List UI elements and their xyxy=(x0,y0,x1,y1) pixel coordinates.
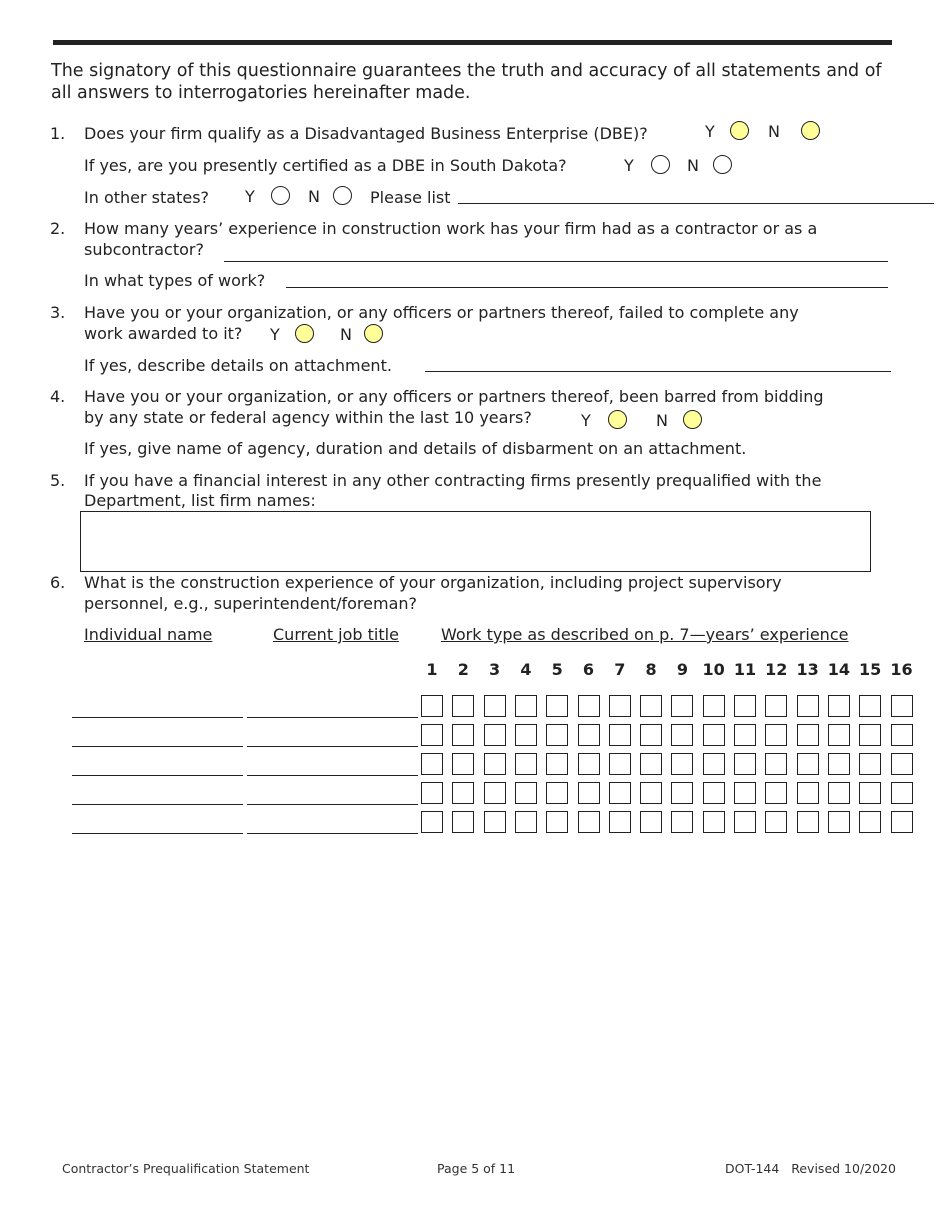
column-header-15: 15 xyxy=(859,660,882,679)
footer-page-number: Page 5 of 11 xyxy=(437,1161,516,1176)
experience-cell-r1-c8[interactable] xyxy=(640,695,662,717)
q4-yes-label: Y xyxy=(581,411,591,430)
q1-sub1-no-radio[interactable] xyxy=(713,155,732,174)
q6-number: 6. xyxy=(50,573,66,592)
individual-name-field-5[interactable] xyxy=(72,833,243,834)
q3-no-radio[interactable] xyxy=(364,324,383,343)
column-header-14: 14 xyxy=(827,660,851,679)
q1-text: Does your firm qualify as a Disadvantaged Business Enterprise (DBE)? xyxy=(84,124,648,143)
experience-cell-r5-c2[interactable] xyxy=(452,811,474,833)
experience-cell-r5-c11[interactable] xyxy=(734,811,756,833)
column-header-10: 10 xyxy=(702,660,725,679)
experience-cell-r2-c9[interactable] xyxy=(671,724,693,746)
experience-cell-r5-c16[interactable] xyxy=(891,811,913,833)
experience-cell-r3-c3[interactable] xyxy=(484,753,506,775)
individual-name-field-3[interactable] xyxy=(72,775,243,776)
experience-cell-r2-c13[interactable] xyxy=(797,724,819,746)
firm-names-textbox[interactable] xyxy=(80,511,871,572)
experience-cell-r4-c12[interactable] xyxy=(765,782,787,804)
experience-cell-r2-c6[interactable] xyxy=(578,724,600,746)
experience-cell-r4-c14[interactable] xyxy=(828,782,850,804)
experience-cell-r5-c10[interactable] xyxy=(703,811,725,833)
experience-cell-r1-c11[interactable] xyxy=(734,695,756,717)
experience-cell-r1-c4[interactable] xyxy=(515,695,537,717)
experience-cell-r5-c5[interactable] xyxy=(546,811,568,833)
years-experience-field[interactable] xyxy=(224,261,888,262)
experience-cell-r4-c13[interactable] xyxy=(797,782,819,804)
q3-details-field[interactable] xyxy=(425,371,891,372)
column-header-16: 16 xyxy=(890,660,913,679)
q1-sub2-no-radio[interactable] xyxy=(333,186,352,205)
please-list-field[interactable] xyxy=(458,203,934,204)
q4-yes-radio[interactable] xyxy=(608,410,627,429)
experience-cell-r3-c13[interactable] xyxy=(797,753,819,775)
q1-yes-label: Y xyxy=(705,122,715,141)
q2-text-line1: How many years’ experience in construction work has your firm had as a contractor or as a xyxy=(84,219,818,238)
experience-cell-r4-c7[interactable] xyxy=(609,782,631,804)
q1-sub1-text: If yes, are you presently certified as a DBE in South Dakota? xyxy=(84,156,567,175)
please-list-label: Please list xyxy=(370,188,451,207)
experience-cell-r5-c8[interactable] xyxy=(640,811,662,833)
column-header-8: 8 xyxy=(645,660,657,679)
q1-sub2-no-label: N xyxy=(308,187,320,206)
individual-name-field-4[interactable] xyxy=(72,804,243,805)
column-header-9: 9 xyxy=(676,660,688,679)
column-header-2: 2 xyxy=(457,660,469,679)
q2-text-line2: subcontractor? xyxy=(84,240,204,259)
q3-number: 3. xyxy=(50,303,66,322)
experience-cell-r3-c6[interactable] xyxy=(578,753,600,775)
individual-name-header: Individual name xyxy=(84,625,213,644)
experience-cell-r1-c1[interactable] xyxy=(421,695,443,717)
experience-cell-r1-c12[interactable] xyxy=(765,695,787,717)
experience-cell-r2-c3[interactable] xyxy=(484,724,506,746)
q5-text-line1: If you have a financial interest in any other contracting firms presently prequalified with the xyxy=(84,471,822,490)
q3-sub-text: If yes, describe details on attachment. xyxy=(84,356,392,375)
footer-title: Contractor’s Prequalification Statement xyxy=(62,1161,310,1176)
q5-text-line2: Department, list firm names: xyxy=(84,491,316,510)
job-title-field-5[interactable] xyxy=(247,833,418,834)
column-header-1: 1 xyxy=(426,660,438,679)
types-of-work-field[interactable] xyxy=(286,287,888,288)
q4-no-label: N xyxy=(656,411,668,430)
experience-cell-r3-c14[interactable] xyxy=(828,753,850,775)
q4-text-line2: by any state or federal agency within the last 10 years? xyxy=(84,408,532,427)
column-header-13: 13 xyxy=(796,660,819,679)
experience-cell-r3-c4[interactable] xyxy=(515,753,537,775)
q1-no-radio[interactable] xyxy=(801,121,820,140)
experience-cell-r1-c13[interactable] xyxy=(797,695,819,717)
experience-cell-r2-c5[interactable] xyxy=(546,724,568,746)
q4-sub-text: If yes, give name of agency, duration and details of disbarment on an attachment. xyxy=(84,439,747,458)
experience-cell-r1-c5[interactable] xyxy=(546,695,568,717)
experience-cell-r5-c6[interactable] xyxy=(578,811,600,833)
experience-cell-r2-c12[interactable] xyxy=(765,724,787,746)
q3-yes-radio[interactable] xyxy=(295,324,314,343)
column-header-6: 6 xyxy=(582,660,595,679)
footer-form-revision: DOT-144 Revised 10/2020 xyxy=(725,1161,896,1176)
q2-sub-text: In what types of work? xyxy=(84,271,266,290)
experience-cell-r1-c10[interactable] xyxy=(703,695,725,717)
column-header-5: 5 xyxy=(551,660,563,679)
experience-cell-r2-c16[interactable] xyxy=(891,724,913,746)
individual-name-field-2[interactable] xyxy=(72,746,243,747)
experience-cell-r2-c8[interactable] xyxy=(640,724,662,746)
q1-sub1-yes-radio[interactable] xyxy=(651,155,670,174)
job-title-header: Current job title xyxy=(273,625,399,644)
experience-cell-r3-c7[interactable] xyxy=(609,753,631,775)
intro-statement: The signatory of this questionnaire guarantees the truth and accuracy of all statements and of all answers to interrogatories hereinafter made. xyxy=(51,61,882,103)
experience-cell-r1-c2[interactable] xyxy=(452,695,474,717)
q3-text-line2: work awarded to it? xyxy=(84,324,243,343)
experience-cell-r2-c4[interactable] xyxy=(515,724,537,746)
experience-cell-r4-c4[interactable] xyxy=(515,782,537,804)
experience-cell-r5-c9[interactable] xyxy=(671,811,693,833)
experience-cell-r3-c10[interactable] xyxy=(703,753,725,775)
experience-cell-r4-c10[interactable] xyxy=(703,782,725,804)
individual-name-field-1[interactable] xyxy=(72,717,243,718)
q3-yes-label: Y xyxy=(270,325,280,344)
experience-cell-r2-c15[interactable] xyxy=(859,724,881,746)
q1-yes-radio[interactable] xyxy=(730,121,749,140)
experience-cell-r2-c11[interactable] xyxy=(734,724,756,746)
q2-number: 2. xyxy=(50,219,66,238)
top-rule xyxy=(53,40,892,45)
experience-cell-r1-c16[interactable] xyxy=(891,695,913,717)
experience-cell-r4-c3[interactable] xyxy=(484,782,506,804)
experience-cell-r5-c4[interactable] xyxy=(515,811,537,833)
experience-cell-r3-c2[interactable] xyxy=(452,753,474,775)
q3-no-label: N xyxy=(340,325,352,344)
job-title-field-3[interactable] xyxy=(247,775,418,776)
experience-cell-r3-c15[interactable] xyxy=(859,753,881,775)
q1-sub2-yes-label: Y xyxy=(245,187,255,206)
experience-cell-r1-c3[interactable] xyxy=(484,695,506,717)
experience-cell-r3-c8[interactable] xyxy=(640,753,662,775)
work-type-header: Work type as described on p. 7—years’ experience xyxy=(441,625,849,644)
experience-cell-r3-c1[interactable] xyxy=(421,753,443,775)
experience-cell-r2-c14[interactable] xyxy=(828,724,850,746)
experience-cell-r3-c5[interactable] xyxy=(546,753,568,775)
experience-cell-r1-c7[interactable] xyxy=(609,695,631,717)
job-title-field-4[interactable] xyxy=(247,804,418,805)
experience-cell-r5-c13[interactable] xyxy=(797,811,819,833)
q4-number: 4. xyxy=(50,387,66,406)
experience-cell-r5-c3[interactable] xyxy=(484,811,506,833)
q4-text-line1: Have you or your organization, or any officers or partners thereof, been barred from bidding xyxy=(84,387,824,406)
experience-cell-r5-c7[interactable] xyxy=(609,811,631,833)
experience-cell-r4-c8[interactable] xyxy=(640,782,662,804)
experience-cell-r5-c15[interactable] xyxy=(859,811,881,833)
job-title-field-2[interactable] xyxy=(247,746,418,747)
q1-sub2-text: In other states? xyxy=(84,188,210,207)
experience-cell-r2-c1[interactable] xyxy=(421,724,443,746)
experience-cell-r5-c1[interactable] xyxy=(421,811,443,833)
experience-cell-r3-c9[interactable] xyxy=(671,753,693,775)
experience-cell-r4-c1[interactable] xyxy=(421,782,443,804)
q5-number: 5. xyxy=(50,471,66,490)
experience-cell-r4-c6[interactable] xyxy=(578,782,600,804)
column-header-7: 7 xyxy=(614,660,626,679)
experience-cell-r4-c5[interactable] xyxy=(546,782,568,804)
experience-cell-r1-c6[interactable] xyxy=(578,695,600,717)
column-header-12: 12 xyxy=(765,660,788,679)
column-header-4: 4 xyxy=(520,660,532,679)
experience-cell-r1-c14[interactable] xyxy=(828,695,850,717)
experience-cell-r4-c16[interactable] xyxy=(891,782,913,804)
q1-sub1-no-label: N xyxy=(687,156,699,175)
experience-cell-r3-c12[interactable] xyxy=(765,753,787,775)
column-header-11: 11 xyxy=(733,660,757,679)
job-title-field-1[interactable] xyxy=(247,717,418,718)
q1-no-label: N xyxy=(768,122,780,141)
q1-sub1-yes-label: Y xyxy=(624,156,634,175)
experience-cell-r1-c9[interactable] xyxy=(671,695,693,717)
experience-cell-r2-c10[interactable] xyxy=(703,724,725,746)
experience-cell-r1-c15[interactable] xyxy=(859,695,881,717)
q1-sub2-yes-radio[interactable] xyxy=(271,186,290,205)
experience-cell-r4-c15[interactable] xyxy=(859,782,881,804)
q4-no-radio[interactable] xyxy=(683,410,702,429)
column-header-3: 3 xyxy=(489,660,501,679)
experience-cell-r3-c11[interactable] xyxy=(734,753,756,775)
experience-cell-r2-c2[interactable] xyxy=(452,724,474,746)
experience-cell-r2-c7[interactable] xyxy=(609,724,631,746)
q3-text-line1: Have you or your organization, or any officers or partners thereof, failed to complete any xyxy=(84,303,799,322)
q1-number: 1. xyxy=(50,124,66,143)
experience-cell-r4-c9[interactable] xyxy=(671,782,693,804)
experience-cell-r3-c16[interactable] xyxy=(891,753,913,775)
experience-cell-r5-c14[interactable] xyxy=(828,811,850,833)
q6-text-line1: What is the construction experience of your organization, including project supervisory xyxy=(84,573,782,592)
experience-cell-r4-c2[interactable] xyxy=(452,782,474,804)
experience-cell-r5-c12[interactable] xyxy=(765,811,787,833)
experience-cell-r4-c11[interactable] xyxy=(734,782,756,804)
q6-text-line2: personnel, e.g., superintendent/foreman? xyxy=(84,594,418,613)
